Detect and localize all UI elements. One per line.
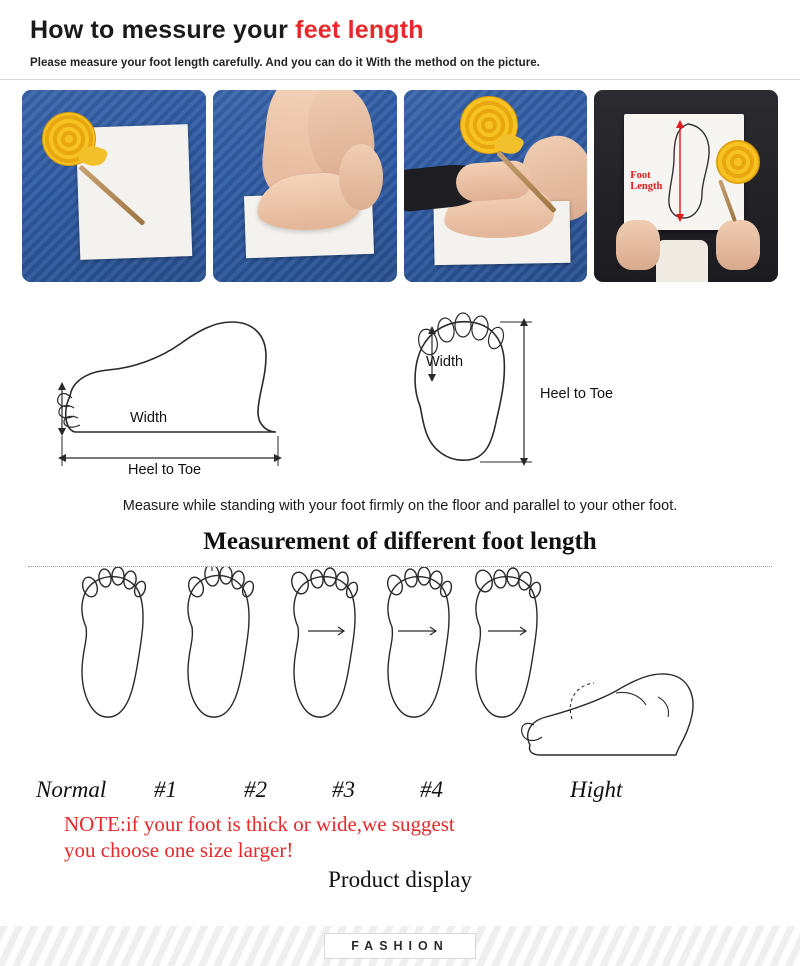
arm	[454, 159, 532, 202]
label-4: #4	[420, 777, 443, 802]
foot-measure-diagram	[0, 286, 800, 496]
label-1: #1	[154, 777, 177, 802]
heel	[339, 144, 383, 210]
top-width-label: Width	[426, 354, 464, 370]
page-title	[30, 16, 800, 45]
photo-foot-on-paper	[213, 90, 397, 282]
diagram-caption: Measure while standing with your foot firmly on the floor and parallel to your other foot.	[122, 498, 678, 514]
foot-types-svg	[0, 567, 800, 775]
product-display-heading: Product display	[328, 867, 472, 892]
label-3: #3	[332, 777, 355, 802]
hand-right	[716, 220, 760, 270]
hand-left	[616, 220, 660, 270]
photo-marking-foot	[404, 90, 588, 282]
page-title-main: How to messure your	[30, 16, 296, 44]
label-2: #2	[244, 777, 267, 802]
photo-lollipop-pencil-paper	[22, 90, 206, 282]
side-width-label: Width	[130, 410, 168, 426]
foot-type-labels	[0, 777, 800, 803]
top-heel-to-toe-label: Heel to Toe	[540, 386, 614, 402]
page-title-accent: feet length	[295, 16, 424, 44]
page-header	[0, 0, 800, 69]
foot-type-row	[0, 567, 800, 775]
size-note-line1: NOTE:if your foot is thick or wide,we suggest	[64, 812, 455, 836]
brand-label: FASHION	[324, 933, 476, 959]
photo-holding-tracing	[594, 90, 778, 282]
label-normal: Normal	[36, 777, 107, 802]
foot-length-label: Foot Length	[630, 170, 663, 192]
hands	[612, 220, 762, 276]
side-heel-to-toe-label: Heel to Toe	[128, 462, 202, 478]
size-note	[0, 811, 800, 863]
page-subtitle: Please measure your foot length carefully. And you can do it With the method on the picture.	[30, 57, 540, 69]
lollipop-icon	[716, 140, 760, 184]
label-hight: Hight	[570, 777, 623, 802]
diagram-svg	[0, 286, 800, 496]
fashion-footer-bar	[0, 926, 800, 966]
size-note-line2: you choose one size larger!	[64, 838, 294, 862]
measurement-title: Measurement of different foot length	[203, 528, 597, 555]
photo-strip	[0, 80, 800, 282]
